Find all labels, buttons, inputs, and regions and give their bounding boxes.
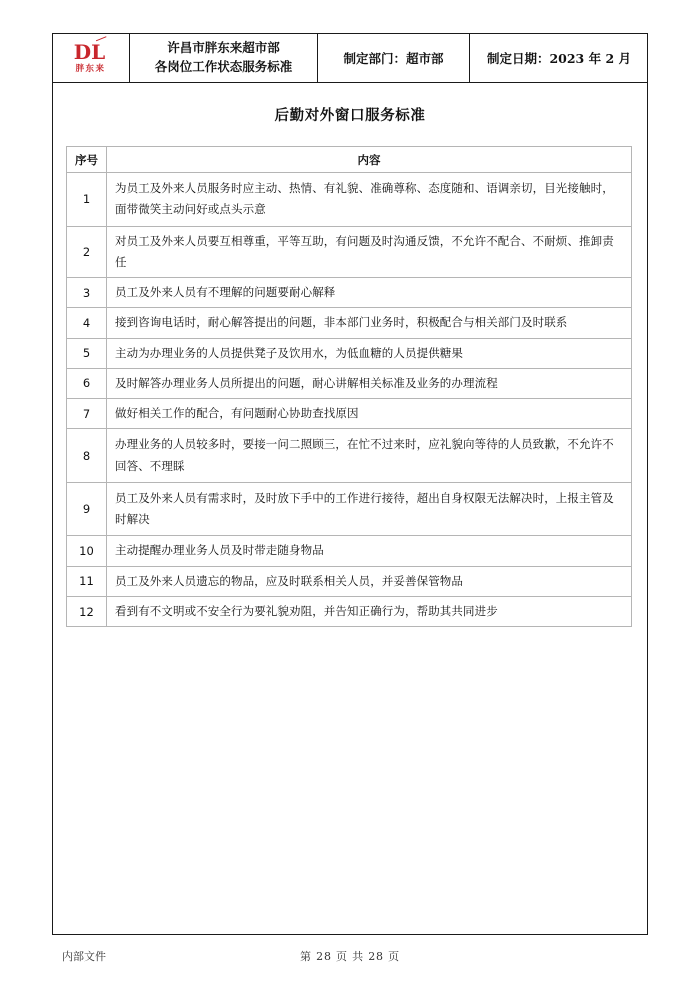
table-row	[67, 596, 632, 626]
row-number: 10	[67, 536, 107, 566]
row-number: 11	[67, 566, 107, 596]
department-cell: 制定部门：超市部	[318, 33, 470, 82]
row-content: 员工及外来人员有需求时，及时放下手中的工作进行接待，超出自身权限无法解决时，上报主管及时解决	[107, 482, 632, 536]
table-row	[67, 399, 632, 429]
standards-table	[66, 146, 632, 627]
row-content: 主动提醒办理业务人员及时带走随身物品	[107, 536, 632, 566]
row-content: 看到有不文明或不安全行为要礼貌劝阻，并告知正确行为，帮助其共同进步	[107, 596, 632, 626]
logo-accent-stroke-icon	[96, 36, 109, 48]
footer-page-number: 第 28 页 共 28 页	[300, 950, 400, 963]
logo-mark-text: DL	[73, 39, 106, 64]
org-title-line-2: 各岗位工作状态服务标准	[154, 58, 293, 74]
table-row	[67, 368, 632, 398]
row-number: 4	[67, 308, 107, 338]
table-row	[67, 278, 632, 308]
org-title-cell	[130, 33, 318, 82]
row-number: 1	[67, 173, 107, 227]
row-content: 员工及外来人员遗忘的物品，应及时联系相关人员，并妥善保管物品	[107, 566, 632, 596]
logo-mark-icon	[73, 39, 107, 64]
column-header-content: 内容	[107, 147, 632, 173]
table-header-row	[67, 147, 632, 173]
table-row	[67, 226, 632, 278]
row-content: 做好相关工作的配合，有问题耐心协助查找原因	[107, 399, 632, 429]
page-footer	[52, 948, 648, 968]
table-body	[67, 173, 632, 627]
column-header-no: 序号	[67, 147, 107, 173]
row-content: 对员工及外来人员要互相尊重，平等互助，有问题及时沟通反馈，不允许不配合、不耐烦、推卸责任	[107, 226, 632, 278]
document-header	[52, 33, 648, 83]
org-title-line-1: 许昌市胖东来超市部	[167, 40, 280, 56]
footer-classification: 内部文件	[62, 950, 106, 963]
row-number: 2	[67, 226, 107, 278]
row-number: 5	[67, 338, 107, 368]
date-cell: 制定日期：2023 年 2 月	[486, 50, 632, 66]
company-logo	[52, 33, 130, 82]
table-row	[67, 482, 632, 536]
row-content: 及时解答办理业务人员所提出的问题，耐心讲解相关标准及业务的办理流程	[107, 368, 632, 398]
row-number: 7	[67, 399, 107, 429]
table-row	[67, 566, 632, 596]
row-content: 主动为办理业务的人员提供凳子及饮用水，为低血糖的人员提供糖果	[107, 338, 632, 368]
table-row	[67, 308, 632, 338]
table-row	[67, 173, 632, 227]
table-row	[67, 429, 632, 483]
row-content: 为员工及外来人员服务时应主动、热情、有礼貌、准确尊称、态度随和、语调亲切，目光接触时，面带微笑主动问好或点头示意	[107, 173, 632, 227]
row-number: 8	[67, 429, 107, 483]
table-row	[67, 536, 632, 566]
row-number: 3	[67, 278, 107, 308]
row-number: 6	[67, 368, 107, 398]
row-content: 员工及外来人员有不理解的问题要耐心解释	[107, 278, 632, 308]
table-row	[67, 338, 632, 368]
row-content: 办理业务的人员较多时，要接一问二照顾三，在忙不过来时，应礼貌向等待的人员致歉，不允许不回答、不理睬	[107, 429, 632, 483]
logo-subtitle: 胖东来	[75, 63, 106, 74]
row-number: 12	[67, 596, 107, 626]
row-content: 接到咨询电话时，耐心解答提出的问题，非本部门业务时，积极配合与相关部门及时联系	[107, 308, 632, 338]
page-title: 后勤对外窗口服务标准	[274, 108, 426, 124]
row-number: 9	[67, 482, 107, 536]
